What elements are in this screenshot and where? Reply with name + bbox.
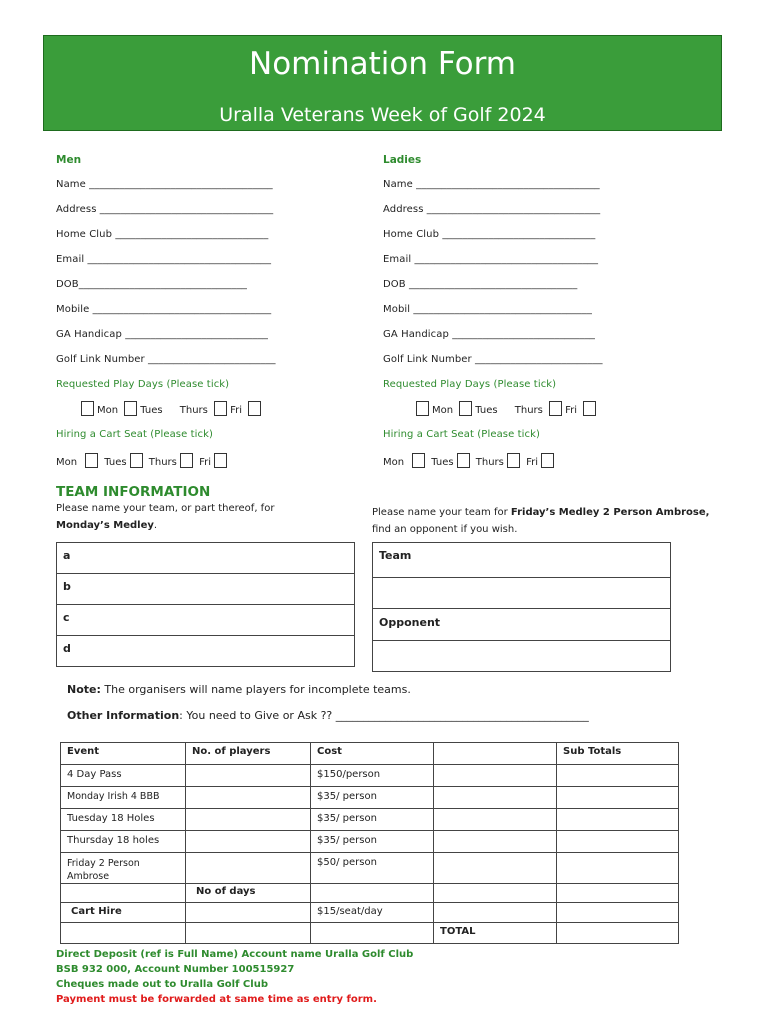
cost-cell: $35/ person: [311, 831, 434, 853]
team-info-heading: TEAM INFORMATION: [56, 484, 211, 500]
day-label: Tues: [140, 405, 163, 416]
form-header: [43, 35, 722, 131]
men-cart-fri-checkbox[interactable]: [214, 453, 227, 468]
cost-cell: $50/ person: [311, 853, 434, 884]
ladies-dob-field[interactable]: DOB _________________________________: [383, 279, 578, 290]
players-input[interactable]: [186, 765, 311, 787]
men-play-tues-checkbox[interactable]: [124, 401, 137, 416]
monday-team-instructions: [56, 500, 356, 534]
other-info-line[interactable]: [67, 709, 589, 722]
men-cart-days-row: [56, 453, 230, 468]
instruction-text: Please name your team, or part thereof, for: [56, 503, 275, 514]
players-input[interactable]: [186, 809, 311, 831]
cart-cost-cell: $15/seat/day: [311, 903, 434, 923]
friday-team-input[interactable]: [373, 578, 671, 609]
friday-opponent-input[interactable]: [373, 641, 671, 672]
day-label: Fri: [199, 457, 211, 468]
total-input[interactable]: [557, 923, 679, 944]
subtotal-input[interactable]: [557, 831, 679, 853]
blank-cell[interactable]: [434, 809, 557, 831]
form-subtitle: Uralla Veterans Week of Golf 2024: [219, 104, 546, 126]
day-label: Fri: [230, 405, 242, 416]
friday-team-table: [372, 542, 671, 672]
ladies-name-field[interactable]: Name ____________________________________: [383, 179, 600, 190]
day-label: Thurs: [514, 405, 543, 416]
blank-cell: [311, 923, 434, 944]
team-row-d[interactable]: d: [57, 636, 355, 667]
cart-subtotal-input[interactable]: [557, 903, 679, 923]
blank-cell[interactable]: [557, 884, 679, 903]
men-play-days-label: Requested Play Days (Please tick): [56, 379, 230, 390]
men-mobile-field[interactable]: Mobile ___________________________________: [56, 304, 272, 315]
other-info-label: Other Information: [67, 709, 180, 722]
players-input[interactable]: [186, 853, 311, 884]
ladies-play-days-row: [413, 401, 599, 416]
day-label: Tues: [431, 457, 454, 468]
ladies-play-fri-checkbox[interactable]: [583, 401, 596, 416]
men-play-fri-checkbox[interactable]: [248, 401, 261, 416]
day-label: Tues: [475, 405, 498, 416]
day-label: Fri: [565, 405, 577, 416]
friday-opponent-label: Opponent: [373, 609, 671, 641]
cart-hire-label: Cart Hire: [61, 903, 186, 923]
day-label: Thurs: [475, 457, 504, 468]
team-row-b[interactable]: b: [57, 574, 355, 605]
men-golflink-field[interactable]: Golf Link Number _________________________: [56, 354, 276, 365]
instruction-bold: Friday’s Medley 2 Person Ambrose,: [510, 507, 710, 518]
form-title: Nomination Form: [249, 46, 516, 82]
team-row-a[interactable]: a: [57, 543, 355, 574]
monday-team-table: [56, 542, 355, 667]
men-name-field[interactable]: Name ____________________________________: [56, 179, 273, 190]
men-email-field[interactable]: Email ____________________________________: [56, 254, 272, 265]
cheques-line: Cheques made out to Uralla Golf Club: [56, 979, 268, 990]
day-label: Thurs: [148, 457, 177, 468]
blank-cell: [61, 884, 186, 903]
note-line: [67, 683, 411, 696]
day-label: Thurs: [179, 405, 208, 416]
men-dob-field[interactable]: DOB_________________________________: [56, 279, 248, 290]
ladies-play-thurs-checkbox[interactable]: [549, 401, 562, 416]
men-cart-tues-checkbox[interactable]: [130, 453, 143, 468]
note-label: Note:: [67, 683, 101, 696]
bsb-line: BSB 932 000, Account Number 100515927: [56, 964, 295, 975]
payment-info: [56, 947, 413, 1007]
cart-days-input[interactable]: [186, 903, 311, 923]
men-play-days-row: [78, 401, 264, 416]
ladies-cart-days-row: [383, 453, 557, 468]
header-players: No. of players: [186, 743, 311, 765]
blank-cell: [186, 923, 311, 944]
blank-cell[interactable]: [434, 831, 557, 853]
event-cell: 4 Day Pass: [61, 765, 186, 787]
ladies-cart-thurs-checkbox[interactable]: [507, 453, 520, 468]
blank-cell[interactable]: [434, 787, 557, 809]
ladies-cart-mon-checkbox[interactable]: [412, 453, 425, 468]
ladies-mobile-field[interactable]: Mobil ___________________________________: [383, 304, 592, 315]
ladies-homeclub-field[interactable]: Home Club ______________________________: [383, 229, 596, 240]
instruction-bold: Monday’s Medley: [56, 520, 154, 531]
friday-team-instructions: [372, 504, 722, 538]
ladies-cart-label: Hiring a Cart Seat (Please tick): [383, 429, 541, 440]
blank-cell[interactable]: [311, 884, 434, 903]
players-input[interactable]: [186, 787, 311, 809]
ladies-handicap-field[interactable]: GA Handicap ____________________________: [383, 329, 596, 340]
other-info-text: : You need to Give or Ask ?? ______________________________________________: [179, 709, 589, 722]
ladies-cart-tues-checkbox[interactable]: [457, 453, 470, 468]
note-text: The organisers will name players for incomplete teams.: [100, 683, 411, 696]
men-homeclub-field[interactable]: Home Club ______________________________: [56, 229, 269, 240]
event-cell: Monday Irish 4 BBB: [61, 787, 186, 809]
header-event: Event: [61, 743, 186, 765]
ladies-golflink-field[interactable]: Golf Link Number _________________________: [383, 354, 603, 365]
subtotal-input[interactable]: [557, 809, 679, 831]
header-blank: [434, 743, 557, 765]
payment-warning: Payment must be forwarded at same time as entry form.: [56, 994, 377, 1005]
event-cell: Tuesday 18 Holes: [61, 809, 186, 831]
cost-cell: $35/ person: [311, 787, 434, 809]
blank-cell[interactable]: [434, 765, 557, 787]
day-label: Mon: [56, 457, 78, 468]
ladies-play-tues-checkbox[interactable]: [459, 401, 472, 416]
no-of-days-label: No of days: [186, 884, 311, 903]
day-label: Fri: [526, 457, 538, 468]
team-row-c[interactable]: c: [57, 605, 355, 636]
ladies-email-field[interactable]: Email ____________________________________: [383, 254, 599, 265]
header-cost: Cost: [311, 743, 434, 765]
day-label: Tues: [104, 457, 127, 468]
subtotal-input[interactable]: [557, 765, 679, 787]
ladies-play-mon-checkbox[interactable]: [416, 401, 429, 416]
men-cart-mon-checkbox[interactable]: [85, 453, 98, 468]
day-label: Mon: [383, 457, 405, 468]
men-cart-thurs-checkbox[interactable]: [180, 453, 193, 468]
ladies-cart-fri-checkbox[interactable]: [541, 453, 554, 468]
header-subtotals: Sub Totals: [557, 743, 679, 765]
men-address-field[interactable]: Address __________________________________: [56, 204, 274, 215]
instruction-text: find an opponent if you wish.: [372, 524, 518, 535]
deposit-line: Direct Deposit (ref is Full Name) Account name Uralla Golf Club: [56, 949, 414, 960]
men-handicap-field[interactable]: GA Handicap ____________________________: [56, 329, 269, 340]
subtotal-input[interactable]: [557, 853, 679, 884]
men-cart-label: Hiring a Cart Seat (Please tick): [56, 429, 214, 440]
event-cell: Thursday 18 holes: [61, 831, 186, 853]
men-heading: Men: [56, 154, 82, 166]
day-label: Mon: [432, 405, 454, 416]
friday-team-label: Team: [373, 543, 671, 578]
men-play-thurs-checkbox[interactable]: [214, 401, 227, 416]
instruction-end: .: [153, 520, 158, 531]
blank-cell[interactable]: [434, 884, 557, 903]
subtotal-input[interactable]: [557, 787, 679, 809]
cost-cell: $150/person: [311, 765, 434, 787]
men-play-mon-checkbox[interactable]: [81, 401, 94, 416]
cost-table: [60, 742, 679, 944]
event-cell: Friday 2 Person Ambrose: [61, 853, 186, 884]
blank-cell[interactable]: [434, 853, 557, 884]
players-input[interactable]: [186, 831, 311, 853]
ladies-play-days-label: Requested Play Days (Please tick): [383, 379, 557, 390]
cost-cell: $35/ person: [311, 809, 434, 831]
ladies-heading: Ladies: [383, 154, 422, 166]
total-label: TOTAL: [434, 923, 557, 944]
day-label: Mon: [97, 405, 119, 416]
blank-cell: [61, 923, 186, 944]
blank-cell[interactable]: [434, 903, 557, 923]
ladies-address-field[interactable]: Address __________________________________: [383, 204, 601, 215]
instruction-text: Please name your team for: [372, 507, 511, 518]
